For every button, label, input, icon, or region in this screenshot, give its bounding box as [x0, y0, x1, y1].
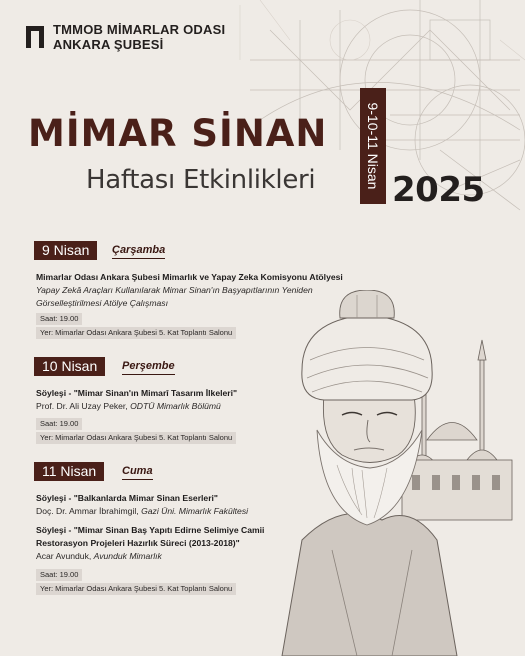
event-title: Söyleşi - "Balkanlarda Mimar Sinan Eserleri" — [36, 493, 219, 503]
chamber-of-architects-logo-icon — [24, 24, 46, 50]
speaker-name: Prof. Dr. Ali Uzay Peker, — [36, 401, 128, 411]
event-speaker — [36, 550, 162, 562]
subtitle: Haftası Etkinlikleri — [86, 165, 316, 195]
speaker-affiliation: Gazi Üni. Mimarlık Fakültesi — [141, 506, 249, 516]
event-title-continued: Restorasyon Projeleri Hazırlık Süreci (2013-2018)" — [36, 538, 240, 548]
organization-logo — [24, 22, 225, 52]
speaker-affiliation: ODTÜ Mimarlık Bölümü — [130, 401, 221, 411]
event-speaker — [36, 505, 248, 517]
organization-name — [53, 22, 225, 52]
mimar-sinan-portrait-sketch — [262, 290, 525, 656]
event-speaker — [36, 400, 221, 412]
weekday-cuma: Cuma — [122, 465, 153, 480]
event-time: Saat: 19.00 — [36, 313, 82, 325]
main-title: MİMAR SİNAN — [28, 112, 328, 155]
event-subtitle: Görselleştirilmesi Atölye Çalışması — [36, 298, 168, 308]
org-line-1: TMMOB MİMARLAR ODASI — [53, 22, 226, 37]
event-location: Yer: Mimarlar Odası Ankara Şubesi 5. Kat Toplantı Salonu — [36, 432, 236, 444]
event-title: Söyleşi - "Mimar Sinan'ın Mimarî Tasarım İlkeleri" — [36, 388, 238, 398]
weekday-carsamba: Çarşamba — [112, 244, 165, 259]
year: 2025 — [392, 170, 485, 210]
event-time: Saat: 19.00 — [36, 569, 82, 581]
org-line-2: ANKARA ŞUBESİ — [53, 37, 164, 52]
event-location: Yer: Mimarlar Odası Ankara Şubesi 5. Kat Toplantı Salonu — [36, 327, 236, 339]
day-tag-10-nisan: 10 Nisan — [34, 357, 105, 376]
speaker-name: Doç. Dr. Ammar İbrahimgil, — [36, 506, 139, 516]
event-title: Mimarlar Odası Ankara Şubesi Mimarlık ve Yapay Zeka Komisyonu Atölyesi — [36, 272, 343, 282]
weekday-persembe: Perşembe — [122, 360, 175, 375]
day-tag-9-nisan: 9 Nisan — [34, 241, 97, 260]
event-time: Saat: 19.00 — [36, 418, 82, 430]
day-tag-11-nisan: 11 Nisan — [34, 462, 104, 481]
event-subtitle: Yapay Zekâ Araçları Kullanılarak Mimar Sinan'ın Başyapıtlarının Yeniden — [36, 285, 313, 295]
dates-text: 9-10-11 Nisan — [365, 102, 381, 190]
event-title: Söyleşi - "Mimar Sinan Baş Yapıtı Edirne Selimiye Camii — [36, 525, 265, 535]
speaker-name: Acar Avunduk, — [36, 551, 92, 561]
speaker-affiliation: Avunduk Mimarlık — [93, 551, 162, 561]
event-location: Yer: Mimarlar Odası Ankara Şubesi 5. Kat Toplantı Salonu — [36, 583, 236, 595]
